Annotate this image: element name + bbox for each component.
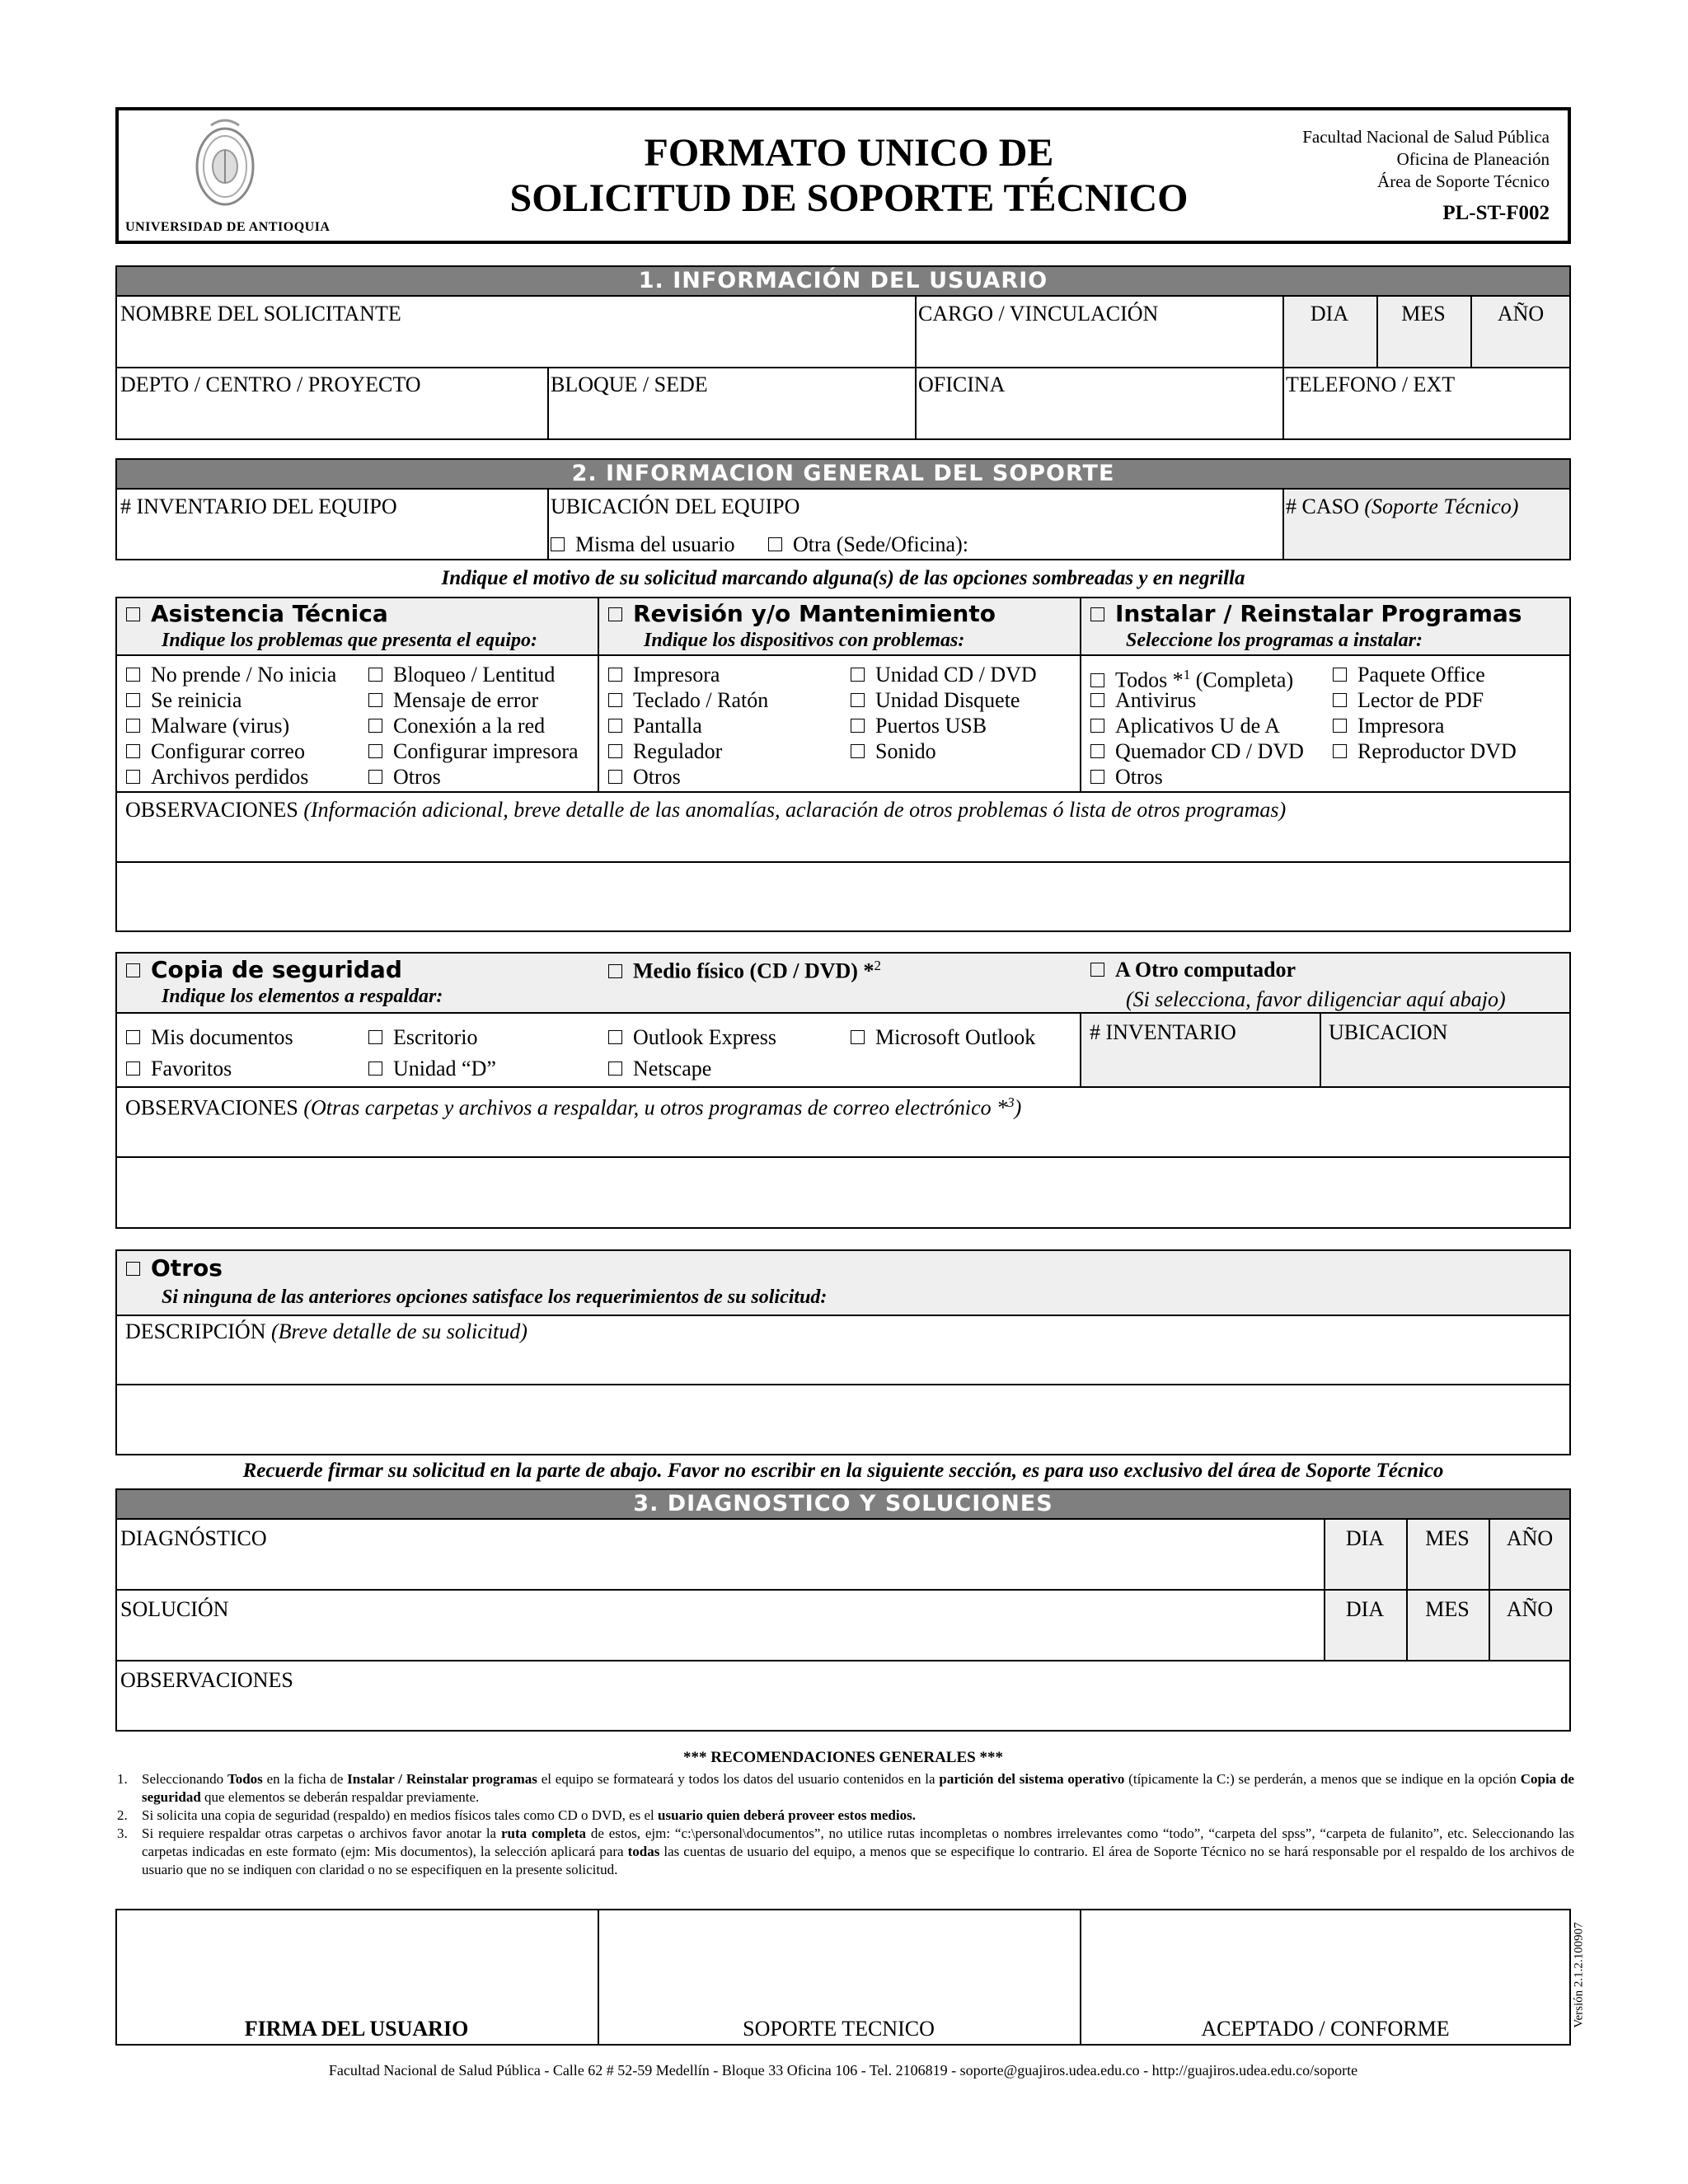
medio-fisico-option[interactable]: Medio físico (CD / DVD) *$^2$ bbox=[608, 958, 881, 984]
observaciones-3-label[interactable]: OBSERVACIONES bbox=[120, 1668, 293, 1692]
footer-address: Facultad Nacional de Salud Pública - Calle 62 # 52-59 Medellín - Bloque 33 Oficina 106 - Tel. 2106819 - soporte@guajiros.udea.edu.co - http://guajiros.udea.edu.co/soporte bbox=[328, 2062, 1358, 2079]
instruction-text: Indique el motivo de su solicitud marcando alguna(s) de las opciones sombreadas y en negrilla bbox=[441, 567, 1245, 589]
option-todos[interactable]: Todos *$^1$ (Completa) bbox=[1090, 662, 1293, 693]
checkbox-icon[interactable] bbox=[608, 607, 622, 621]
option-netscape[interactable]: Netscape bbox=[608, 1056, 711, 1081]
aceptado-label[interactable]: ACEPTADO / CONFORME bbox=[1201, 2017, 1450, 2041]
misma-usuario-option[interactable]: Misma del usuario bbox=[551, 532, 735, 557]
revision-header[interactable]: Revisión y/o Mantenimiento bbox=[608, 600, 996, 627]
checkbox-icon[interactable] bbox=[368, 668, 382, 682]
asistencia-header[interactable]: Asistencia Técnica bbox=[126, 600, 388, 627]
ubicacion-field-label[interactable]: UBICACIÓN DEL EQUIPO bbox=[551, 494, 800, 518]
option-archivos-perdidos[interactable]: Archivos perdidos bbox=[126, 764, 308, 790]
checkbox-icon[interactable] bbox=[608, 1062, 622, 1076]
instalar-subtitle: Seleccione los programas a instalar: bbox=[1126, 630, 1423, 651]
checkbox-icon[interactable] bbox=[1333, 744, 1347, 758]
recommendation-plain-text: Seleccionando bbox=[142, 1771, 227, 1787]
checkbox-icon[interactable] bbox=[608, 770, 622, 784]
recomendaciones-title: *** RECOMENDACIONES GENERALES *** bbox=[683, 1749, 1003, 1766]
sol-mes-label[interactable]: MES bbox=[1425, 1597, 1470, 1621]
otro-computador-note: (Si selecciona, favor diligenciar aquí abajo) bbox=[1126, 987, 1506, 1011]
checkbox-icon[interactable] bbox=[126, 744, 140, 758]
university-name: UNIVERSIDAD DE ANTIOQUIA bbox=[125, 220, 331, 234]
checkbox-icon[interactable] bbox=[851, 1030, 865, 1044]
descripcion-label[interactable]: DESCRIPCIÓN (Breve detalle de su solicitud) bbox=[125, 1319, 528, 1343]
copia-header[interactable]: Copia de seguridad bbox=[126, 956, 402, 983]
checkbox-icon[interactable] bbox=[1090, 963, 1104, 977]
recommendation-plain-text: el equipo se formateará y todos los datos del usuario contenidos en la bbox=[537, 1771, 940, 1787]
option-quemador[interactable]: Quemador CD / DVD bbox=[1090, 738, 1304, 764]
option-configurar-impresora[interactable]: Configurar impresora bbox=[368, 738, 579, 764]
option-microsoft-outlook[interactable]: Microsoft Outlook bbox=[851, 1024, 1035, 1050]
revision-subtitle: Indique los dispositivos con problemas: bbox=[644, 630, 965, 651]
option-sonido[interactable]: Sonido bbox=[851, 738, 936, 764]
checkbox-icon[interactable] bbox=[608, 719, 622, 733]
option-revision-otros[interactable]: Otros bbox=[608, 764, 681, 790]
recommendation-bold-text: Copia de seguridad bbox=[142, 1771, 1574, 1805]
diag-anio-label[interactable]: AÑO bbox=[1506, 1526, 1554, 1550]
checkbox-icon[interactable] bbox=[851, 744, 865, 758]
option-mis-documentos[interactable]: Mis documentos bbox=[126, 1024, 293, 1050]
recommendation-item bbox=[115, 1825, 1574, 1879]
option-unidad-cd[interactable]: Unidad CD / DVD bbox=[851, 662, 1037, 687]
cargo-field-label[interactable]: CARGO / VINCULACIÓN bbox=[918, 302, 1159, 326]
recommendation-plain-text: las cuentas de usuario del equipo, a menos que se especifique lo contrario. El área de Soporte Técnico no se hará responsable por el respaldo de los archivos de usuario que no se indiquen con claridad o no se especifiquen en la presente solicitud. bbox=[142, 1844, 1574, 1877]
reminder-text: Recuerde firmar su solicitud en la parte de abajo. Favor no escribir en la siguiente sección, es para uso exclusivo del área de Soporte Técnico bbox=[242, 1460, 1444, 1482]
option-outlook-express[interactable]: Outlook Express bbox=[608, 1024, 776, 1050]
observaciones-1-label[interactable]: OBSERVACIONES (Información adicional, breve detalle de las anomalías, aclaración de otros problemas ó lista de otros programas) bbox=[125, 798, 1287, 822]
checkbox-icon[interactable] bbox=[608, 668, 622, 682]
recommendation-text bbox=[142, 1825, 1574, 1879]
option-aplicativos[interactable]: Aplicativos U de A bbox=[1090, 713, 1280, 738]
asistencia-subtitle: Indique los problemas que presenta el equipo: bbox=[162, 630, 538, 651]
checkbox-icon[interactable] bbox=[851, 693, 865, 707]
recommendation-bold-text: usuario quien deberá proveer estos medios. bbox=[658, 1807, 916, 1823]
checkbox-icon[interactable] bbox=[368, 693, 382, 707]
checkbox-icon[interactable] bbox=[126, 963, 140, 977]
soporte-tecnico-label[interactable]: SOPORTE TECNICO bbox=[743, 2017, 935, 2041]
option-conexion-red[interactable]: Conexión a la red bbox=[368, 713, 545, 738]
checkbox-icon[interactable] bbox=[851, 668, 865, 682]
form-title-line1: FORMATO UNICO DE bbox=[644, 131, 1054, 175]
observaciones-2-label[interactable]: OBSERVACIONES (Otras carpetas y archivos a respaldar, u otros programas de correo electrónico *$^3$) bbox=[125, 1094, 1022, 1120]
checkbox-icon[interactable] bbox=[126, 719, 140, 733]
org-name: Facultad Nacional de Salud Pública bbox=[1302, 127, 1550, 147]
checkbox-icon[interactable] bbox=[126, 1030, 140, 1044]
recommendation-plain-text: (típicamente la C:) se perderán, a menos que se indique en la opción bbox=[1124, 1771, 1521, 1787]
option-pantalla[interactable]: Pantalla bbox=[608, 713, 702, 738]
recommendation-item bbox=[115, 1770, 1574, 1807]
university-seal bbox=[186, 115, 264, 213]
copia-ubicacion-label[interactable]: UBICACION bbox=[1329, 1020, 1448, 1044]
form-code: PL-ST-F002 bbox=[1442, 202, 1550, 224]
option-configurar-correo[interactable]: Configurar correo bbox=[126, 738, 305, 764]
instalar-header[interactable]: Instalar / Reinstalar Programas bbox=[1090, 600, 1522, 627]
recommendation-bold-text: ruta completa bbox=[500, 1825, 587, 1841]
option-impresora[interactable]: Impresora bbox=[608, 662, 720, 687]
recommendation-number: 3. bbox=[117, 1825, 128, 1841]
checkbox-icon[interactable] bbox=[368, 1030, 382, 1044]
option-antivirus[interactable]: Antivirus bbox=[1090, 687, 1196, 713]
option-se-reinicia[interactable]: Se reinicia bbox=[126, 687, 241, 713]
bloque-field-label[interactable]: BLOQUE / SEDE bbox=[551, 373, 708, 396]
checkbox-icon[interactable] bbox=[1090, 673, 1104, 687]
form-title-line2: SOLICITUD DE SOPORTE TÉCNICO bbox=[509, 176, 1189, 220]
otros-header[interactable]: Otros bbox=[126, 1254, 223, 1282]
recommendation-bold-text: Instalar / Reinstalar programas bbox=[347, 1771, 537, 1787]
checkbox-icon[interactable] bbox=[368, 744, 382, 758]
solucion-label[interactable]: SOLUCIÓN bbox=[120, 1597, 229, 1621]
option-no-prende[interactable]: No prende / No inicia bbox=[126, 662, 336, 687]
checkbox-icon[interactable] bbox=[851, 719, 865, 733]
option-asistencia-otros[interactable]: Otros bbox=[368, 764, 441, 790]
option-reproductor-dvd[interactable]: Reproductor DVD bbox=[1333, 738, 1517, 764]
recommendation-number: 2. bbox=[117, 1807, 128, 1823]
option-unidad-d[interactable]: Unidad “D” bbox=[368, 1056, 496, 1081]
inventario-field-label[interactable]: # INVENTARIO DEL EQUIPO bbox=[120, 494, 397, 518]
checkbox-icon[interactable] bbox=[608, 964, 622, 978]
checkbox-icon[interactable] bbox=[126, 1062, 140, 1076]
depto-field-label[interactable]: DEPTO / CENTRO / PROYECTO bbox=[120, 373, 421, 396]
option-malware[interactable]: Malware (virus) bbox=[126, 713, 289, 738]
recommendation-text bbox=[142, 1807, 1574, 1825]
option-paquete-office[interactable]: Paquete Office bbox=[1333, 662, 1485, 687]
recommendation-bold-text: todas bbox=[627, 1844, 660, 1859]
option-instalar-impresora[interactable]: Impresora bbox=[1333, 713, 1444, 738]
checkbox-icon[interactable] bbox=[608, 744, 622, 758]
otra-sede-option[interactable]: Otra (Sede/Oficina): bbox=[768, 532, 968, 557]
option-favoritos[interactable]: Favoritos bbox=[126, 1056, 232, 1081]
checkbox-icon[interactable] bbox=[1090, 607, 1104, 621]
anio-field-label[interactable]: AÑO bbox=[1497, 302, 1545, 326]
section3-title: 3. DIAGNOSTICO Y SOLUCIONES bbox=[115, 1488, 1571, 1520]
otro-computador-option[interactable]: A Otro computador bbox=[1090, 958, 1296, 982]
option-lector-pdf[interactable]: Lector de PDF bbox=[1333, 687, 1484, 713]
copia-subtitle: Indique los elementos a respaldar: bbox=[162, 986, 443, 1007]
dia-field-label[interactable]: DIA bbox=[1310, 302, 1349, 326]
checkbox-icon[interactable] bbox=[608, 693, 622, 707]
nombre-field-label[interactable]: NOMBRE DEL SOLICITANTE bbox=[120, 302, 401, 326]
recommendation-plain-text: en la ficha de bbox=[262, 1771, 348, 1787]
sol-anio-label[interactable]: AÑO bbox=[1506, 1597, 1554, 1621]
sol-dia-label[interactable]: DIA bbox=[1345, 1597, 1385, 1621]
option-mensaje-error[interactable]: Mensaje de error bbox=[368, 687, 538, 713]
recommendation-item bbox=[115, 1807, 1574, 1825]
option-bloqueo[interactable]: Bloqueo / Lentitud bbox=[368, 662, 555, 687]
checkbox-icon[interactable] bbox=[1090, 693, 1104, 707]
recommendation-plain-text: que elementos se deberán respaldar previamente. bbox=[200, 1789, 480, 1805]
option-teclado-raton[interactable]: Teclado / Ratón bbox=[608, 687, 768, 713]
checkbox-icon[interactable] bbox=[768, 537, 782, 551]
checkbox-icon[interactable] bbox=[1090, 744, 1104, 758]
checkbox-icon[interactable] bbox=[551, 537, 565, 551]
org-area: Área de Soporte Técnico bbox=[1377, 171, 1550, 191]
checkbox-icon[interactable] bbox=[126, 1262, 140, 1276]
recommendation-plain-text: de estos, ejm: “c:\personal\documentos”, no utilice rutas incompletas o nombres irrelevantes como “todo”, “carpeta del spss”, “carpeta de fulanito”, etc. Seleccionando las carpetas indicadas en este formato (ejm: Mis documentos), la selección aplicará para bbox=[142, 1825, 1574, 1859]
checkbox-icon[interactable] bbox=[1333, 668, 1347, 682]
option-puertos-usb[interactable]: Puertos USB bbox=[851, 713, 987, 738]
section2-title: 2. INFORMACION GENERAL DEL SOPORTE bbox=[115, 458, 1571, 490]
section1-title: 1. INFORMACIÓN DEL USUARIO bbox=[115, 265, 1571, 297]
checkbox-icon[interactable] bbox=[1090, 719, 1104, 733]
diagnostico-label[interactable]: DIAGNÓSTICO bbox=[120, 1526, 267, 1550]
checkbox-icon[interactable] bbox=[368, 770, 382, 784]
oficina-field-label[interactable]: OFICINA bbox=[918, 373, 1006, 396]
recommendation-number: 1. bbox=[117, 1771, 128, 1787]
version-label: Versión 2.1.2.100907 bbox=[1572, 1922, 1586, 2028]
firma-usuario-label[interactable]: FIRMA DEL USUARIO bbox=[244, 2017, 469, 2041]
copia-inventario-label[interactable]: # INVENTARIO bbox=[1090, 1020, 1236, 1044]
checkbox-icon[interactable] bbox=[126, 668, 140, 682]
option-instalar-otros[interactable]: Otros bbox=[1090, 764, 1163, 790]
mes-field-label[interactable]: MES bbox=[1401, 302, 1446, 326]
checkbox-icon[interactable] bbox=[368, 1062, 382, 1076]
checkbox-icon[interactable] bbox=[608, 1030, 622, 1044]
checkbox-icon[interactable] bbox=[1333, 693, 1347, 707]
option-unidad-disquete[interactable]: Unidad Disquete bbox=[851, 687, 1020, 713]
otros-subtitle: Si ninguna de las anteriores opciones satisface los requerimientos de su solicitud: bbox=[162, 1286, 828, 1308]
telefono-field-label[interactable]: TELEFONO / EXT bbox=[1286, 373, 1456, 396]
recommendation-plain-text: Si requiere respaldar otras carpetas o archivos favor anotar la bbox=[142, 1825, 501, 1841]
recommendation-text bbox=[142, 1770, 1574, 1807]
diag-mes-label[interactable]: MES bbox=[1425, 1526, 1470, 1550]
recommendation-bold-text: Todos bbox=[227, 1771, 263, 1787]
checkbox-icon[interactable] bbox=[126, 607, 140, 621]
recommendation-plain-text: Si solicita una copia de seguridad (respaldo) en medios físicos tales como CD o DVD, es el bbox=[142, 1807, 659, 1823]
option-escritorio[interactable]: Escritorio bbox=[368, 1024, 478, 1050]
recommendation-bold-text: partición del sistema operativo bbox=[939, 1771, 1125, 1787]
checkbox-icon[interactable] bbox=[1090, 770, 1104, 784]
option-regulador[interactable]: Regulador bbox=[608, 738, 722, 764]
checkbox-icon[interactable] bbox=[126, 693, 140, 707]
caso-field-label[interactable]: # CASO (Soporte Técnico) bbox=[1286, 494, 1519, 518]
org-office: Oficina de Planeación bbox=[1396, 149, 1550, 169]
diag-dia-label[interactable]: DIA bbox=[1345, 1526, 1385, 1550]
checkbox-icon[interactable] bbox=[368, 719, 382, 733]
checkbox-icon[interactable] bbox=[1333, 719, 1347, 733]
checkbox-icon[interactable] bbox=[126, 770, 140, 784]
